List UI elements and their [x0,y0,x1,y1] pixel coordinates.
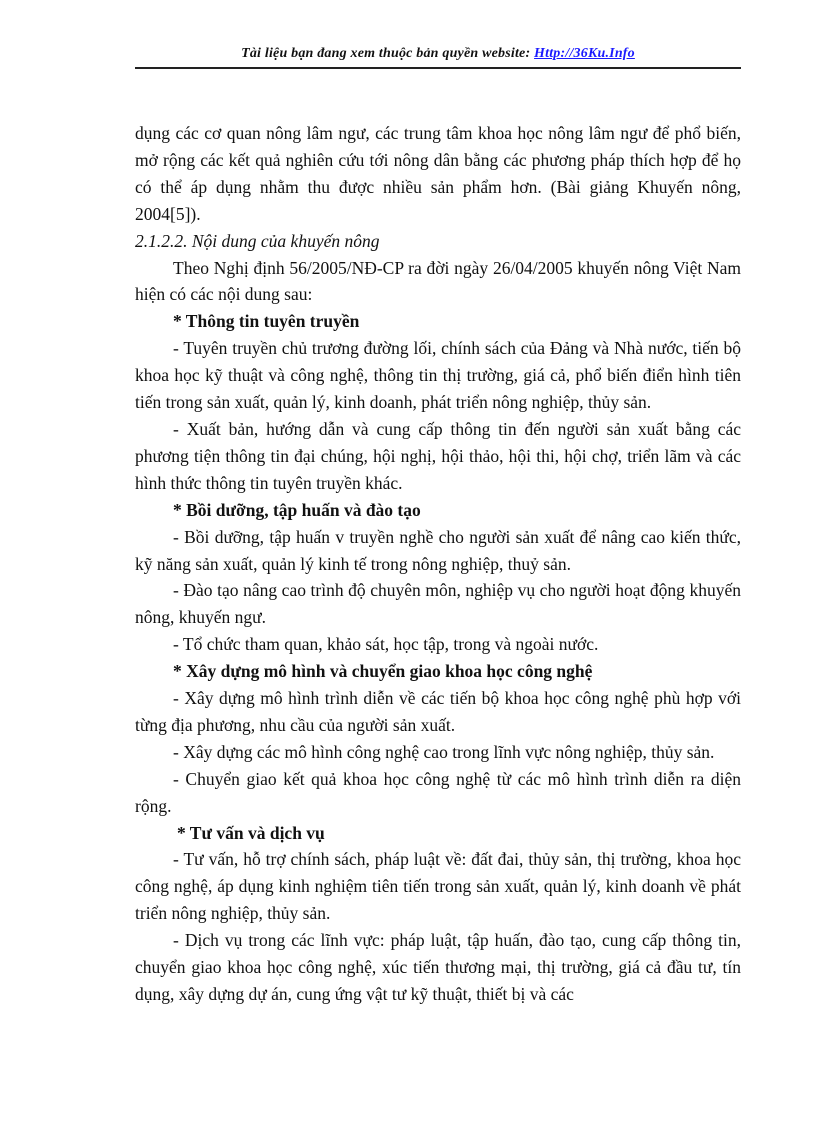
paragraph-education: - Đào tạo nâng cao trình độ chuyên môn, nghiệp vụ cho người hoạt động khuyến nông, khuyến ngư. [135,580,741,628]
paragraph-training: - Bồi dưỡng, tập huấn v truyền nghề cho người sản xuất để nâng cao kiến thức, kỹ năng sản xuất, quản lý kinh tế trong nông nghiệp, thuỷ sản. [135,526,741,574]
document-body [135,120,741,1008]
heading-consulting: * Tư vấn và dịch vụ [177,822,325,843]
heading-models: * Xây dựng mô hình và chuyển giao khoa học công nghệ [173,661,593,682]
paragraph-demo-models: - Xây dựng mô hình trình diễn về các tiến bộ khoa học công nghệ phù hợp với từng địa phương, nhu cầu của người sản xuất. [135,688,741,735]
heading-information: * Thông tin tuyên truyền [173,311,360,332]
paragraph-transfer: - Chuyển giao kết quả khoa học công nghệ từ các mô hình trình diễn ra diện rộng. [135,768,741,816]
page-header [135,46,741,62]
section-title: 2.1.2.2. Nội dung của khuyến nông [135,230,380,251]
paragraph-consulting: - Tư vấn, hỗ trợ chính sách, pháp luật về: đất đai, thủy sản, thị trường, khoa học công nghệ, áp dụng kinh nghiệm tiên tiến trong sản xuất, quản lý, kinh doanh về phát triển nông nghiệp, thủy sản. [135,849,741,924]
paragraph-hitech-models: - Xây dựng các mô hình công nghệ cao trong lĩnh vực nông nghiệp, thủy sản. [173,741,715,762]
paragraph-services: - Dịch vụ trong các lĩnh vực: pháp luật, tập huấn, đào tạo, cung cấp thông tin, chuyển giao khoa học công nghệ, xúc tiến thương mại, thị trường, giá cả đầu tư, tín dụng, xây dựng dự án, cung ứng vật tư kỹ thuật, thiết bị và các [135,930,741,1004]
header-divider [135,67,741,69]
header-text: Tài liệu bạn đang xem thuộc bản quyền website: [241,46,535,61]
paragraph-propaganda: - Tuyên truyền chủ trương đường lối, chính sách của Đảng và Nhà nước, tiến bộ khoa học kỹ thuật và công nghệ, thông tin thị trường, giá cả, phổ biến điển hình tiên tiến trong sản xuất, quản lý, kinh doanh, phát triển nông nghiệp, thủy sản. [135,338,741,413]
paragraph-continuation: dụng các cơ quan nông lâm ngư, các trung tâm khoa học nông lâm ngư để phổ biến, mở rộng các kết quả nghiên cứu tới nông dân bằng các phương pháp thích hợp để họ có thể áp dụng nhằm thu được nhiều sản phẩm hơn. (Bài giảng Khuyến nông, 2004[5]). [135,123,741,224]
paragraph-intro: Theo Nghị định 56/2005/NĐ-CP ra đời ngày 26/04/2005 khuyến nông Việt Nam hiện có các nội dung sau: [135,257,741,305]
heading-training: * Bồi dưỡng, tập huấn và đào tạo [173,499,421,520]
paragraph-publishing: - Xuất bản, hướng dẫn và cung cấp thông tin đến người sản xuất bằng các phương tiện thông tin đại chúng, hội nghị, hội thảo, hội thi, hội chợ, triển lãm và các hình thức thông tin tuyên truyền khác. [135,418,741,493]
website-link[interactable]: Http://36Ku.Info [534,46,635,61]
paragraph-tours: - Tổ chức tham quan, khảo sát, học tập, trong và ngoài nước. [173,634,599,655]
